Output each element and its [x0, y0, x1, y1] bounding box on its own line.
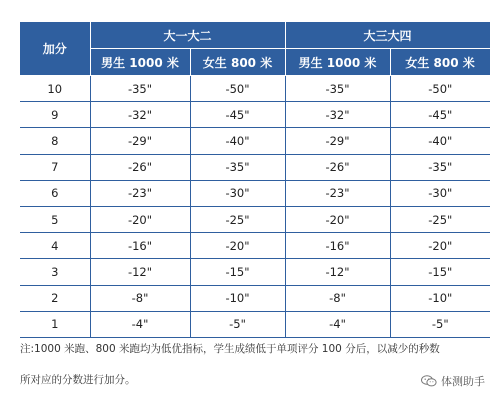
male-1000m-year1-2-cell: -35" — [90, 76, 190, 102]
female-800m-year3-4-cell: -45" — [390, 102, 490, 128]
female-800m-year3-4-cell: -30" — [390, 180, 490, 206]
table-row — [20, 206, 490, 232]
footnote: 注:1000 米跑、800 米跑均为低优指标，学生成绩低于单项评分 100 分后，以减少的秒数 — [20, 343, 440, 355]
female-800m-year3-4-cell: -10" — [390, 285, 490, 311]
table-row — [20, 128, 490, 154]
header-group-year1-2: 大一大二 — [90, 22, 285, 49]
male-1000m-year3-4-cell: -20" — [285, 206, 390, 232]
points-cell: 8 — [20, 128, 90, 154]
subheader-male-1000m-b: 男生 1000 米 — [285, 49, 390, 76]
points-cell: 3 — [20, 259, 90, 285]
points-cell: 10 — [20, 76, 90, 102]
male-1000m-year3-4-cell: -4" — [285, 311, 390, 337]
female-800m-year3-4-cell: -25" — [390, 206, 490, 232]
footnote-line2: 所对应的分数进行加分。 — [20, 374, 136, 386]
female-800m-year3-4-cell: -40" — [390, 128, 490, 154]
female-800m-year1-2-cell: -15" — [190, 259, 285, 285]
table-row — [20, 180, 490, 206]
header-points: 加分 — [20, 22, 90, 76]
male-1000m-year1-2-cell: -4" — [90, 311, 190, 337]
watermark-text: 体测助手 — [441, 375, 485, 388]
male-1000m-year1-2-cell: -12" — [90, 259, 190, 285]
subheader-female-800m-a: 女生 800 米 — [190, 49, 285, 76]
points-cell: 9 — [20, 102, 90, 128]
female-800m-year3-4-cell: -35" — [390, 154, 490, 180]
subheader-male-1000m-a: 男生 1000 米 — [90, 49, 190, 76]
male-1000m-year3-4-cell: -26" — [285, 154, 390, 180]
table-row — [20, 76, 490, 102]
male-1000m-year3-4-cell: -29" — [285, 128, 390, 154]
watermark — [421, 373, 485, 389]
male-1000m-year1-2-cell: -23" — [90, 180, 190, 206]
subheader-female-800m-b: 女生 800 米 — [390, 49, 490, 76]
female-800m-year1-2-cell: -10" — [190, 285, 285, 311]
male-1000m-year1-2-cell: -26" — [90, 154, 190, 180]
female-800m-year1-2-cell: -25" — [190, 206, 285, 232]
wechat-icon — [421, 375, 437, 387]
bonus-points-table — [20, 21, 491, 338]
female-800m-year1-2-cell: -45" — [190, 102, 285, 128]
header-row-events — [20, 49, 490, 76]
female-800m-year1-2-cell: -50" — [190, 76, 285, 102]
male-1000m-year3-4-cell: -35" — [285, 76, 390, 102]
male-1000m-year1-2-cell: -16" — [90, 233, 190, 259]
table-row — [20, 259, 490, 285]
female-800m-year3-4-cell: -15" — [390, 259, 490, 285]
header-row-groups — [20, 22, 490, 49]
points-cell: 2 — [20, 285, 90, 311]
female-800m-year1-2-cell: -35" — [190, 154, 285, 180]
male-1000m-year3-4-cell: -8" — [285, 285, 390, 311]
male-1000m-year1-2-cell: -20" — [90, 206, 190, 232]
table-row — [20, 285, 490, 311]
table-row — [20, 233, 490, 259]
female-800m-year3-4-cell: -5" — [390, 311, 490, 337]
table-body — [20, 76, 490, 338]
points-cell: 7 — [20, 154, 90, 180]
table-row — [20, 311, 490, 337]
points-cell: 6 — [20, 180, 90, 206]
female-800m-year1-2-cell: -30" — [190, 180, 285, 206]
female-800m-year1-2-cell: -40" — [190, 128, 285, 154]
header-group-year3-4: 大三大四 — [285, 22, 490, 49]
male-1000m-year1-2-cell: -32" — [90, 102, 190, 128]
male-1000m-year3-4-cell: -32" — [285, 102, 390, 128]
male-1000m-year1-2-cell: -8" — [90, 285, 190, 311]
female-800m-year3-4-cell: -50" — [390, 76, 490, 102]
male-1000m-year3-4-cell: -16" — [285, 233, 390, 259]
points-cell: 1 — [20, 311, 90, 337]
table-row — [20, 102, 490, 128]
female-800m-year1-2-cell: -20" — [190, 233, 285, 259]
male-1000m-year3-4-cell: -12" — [285, 259, 390, 285]
female-800m-year1-2-cell: -5" — [190, 311, 285, 337]
scoring-table-container — [20, 21, 490, 338]
female-800m-year3-4-cell: -20" — [390, 233, 490, 259]
male-1000m-year1-2-cell: -29" — [90, 128, 190, 154]
points-cell: 5 — [20, 206, 90, 232]
points-cell: 4 — [20, 233, 90, 259]
male-1000m-year3-4-cell: -23" — [285, 180, 390, 206]
table-row — [20, 154, 490, 180]
